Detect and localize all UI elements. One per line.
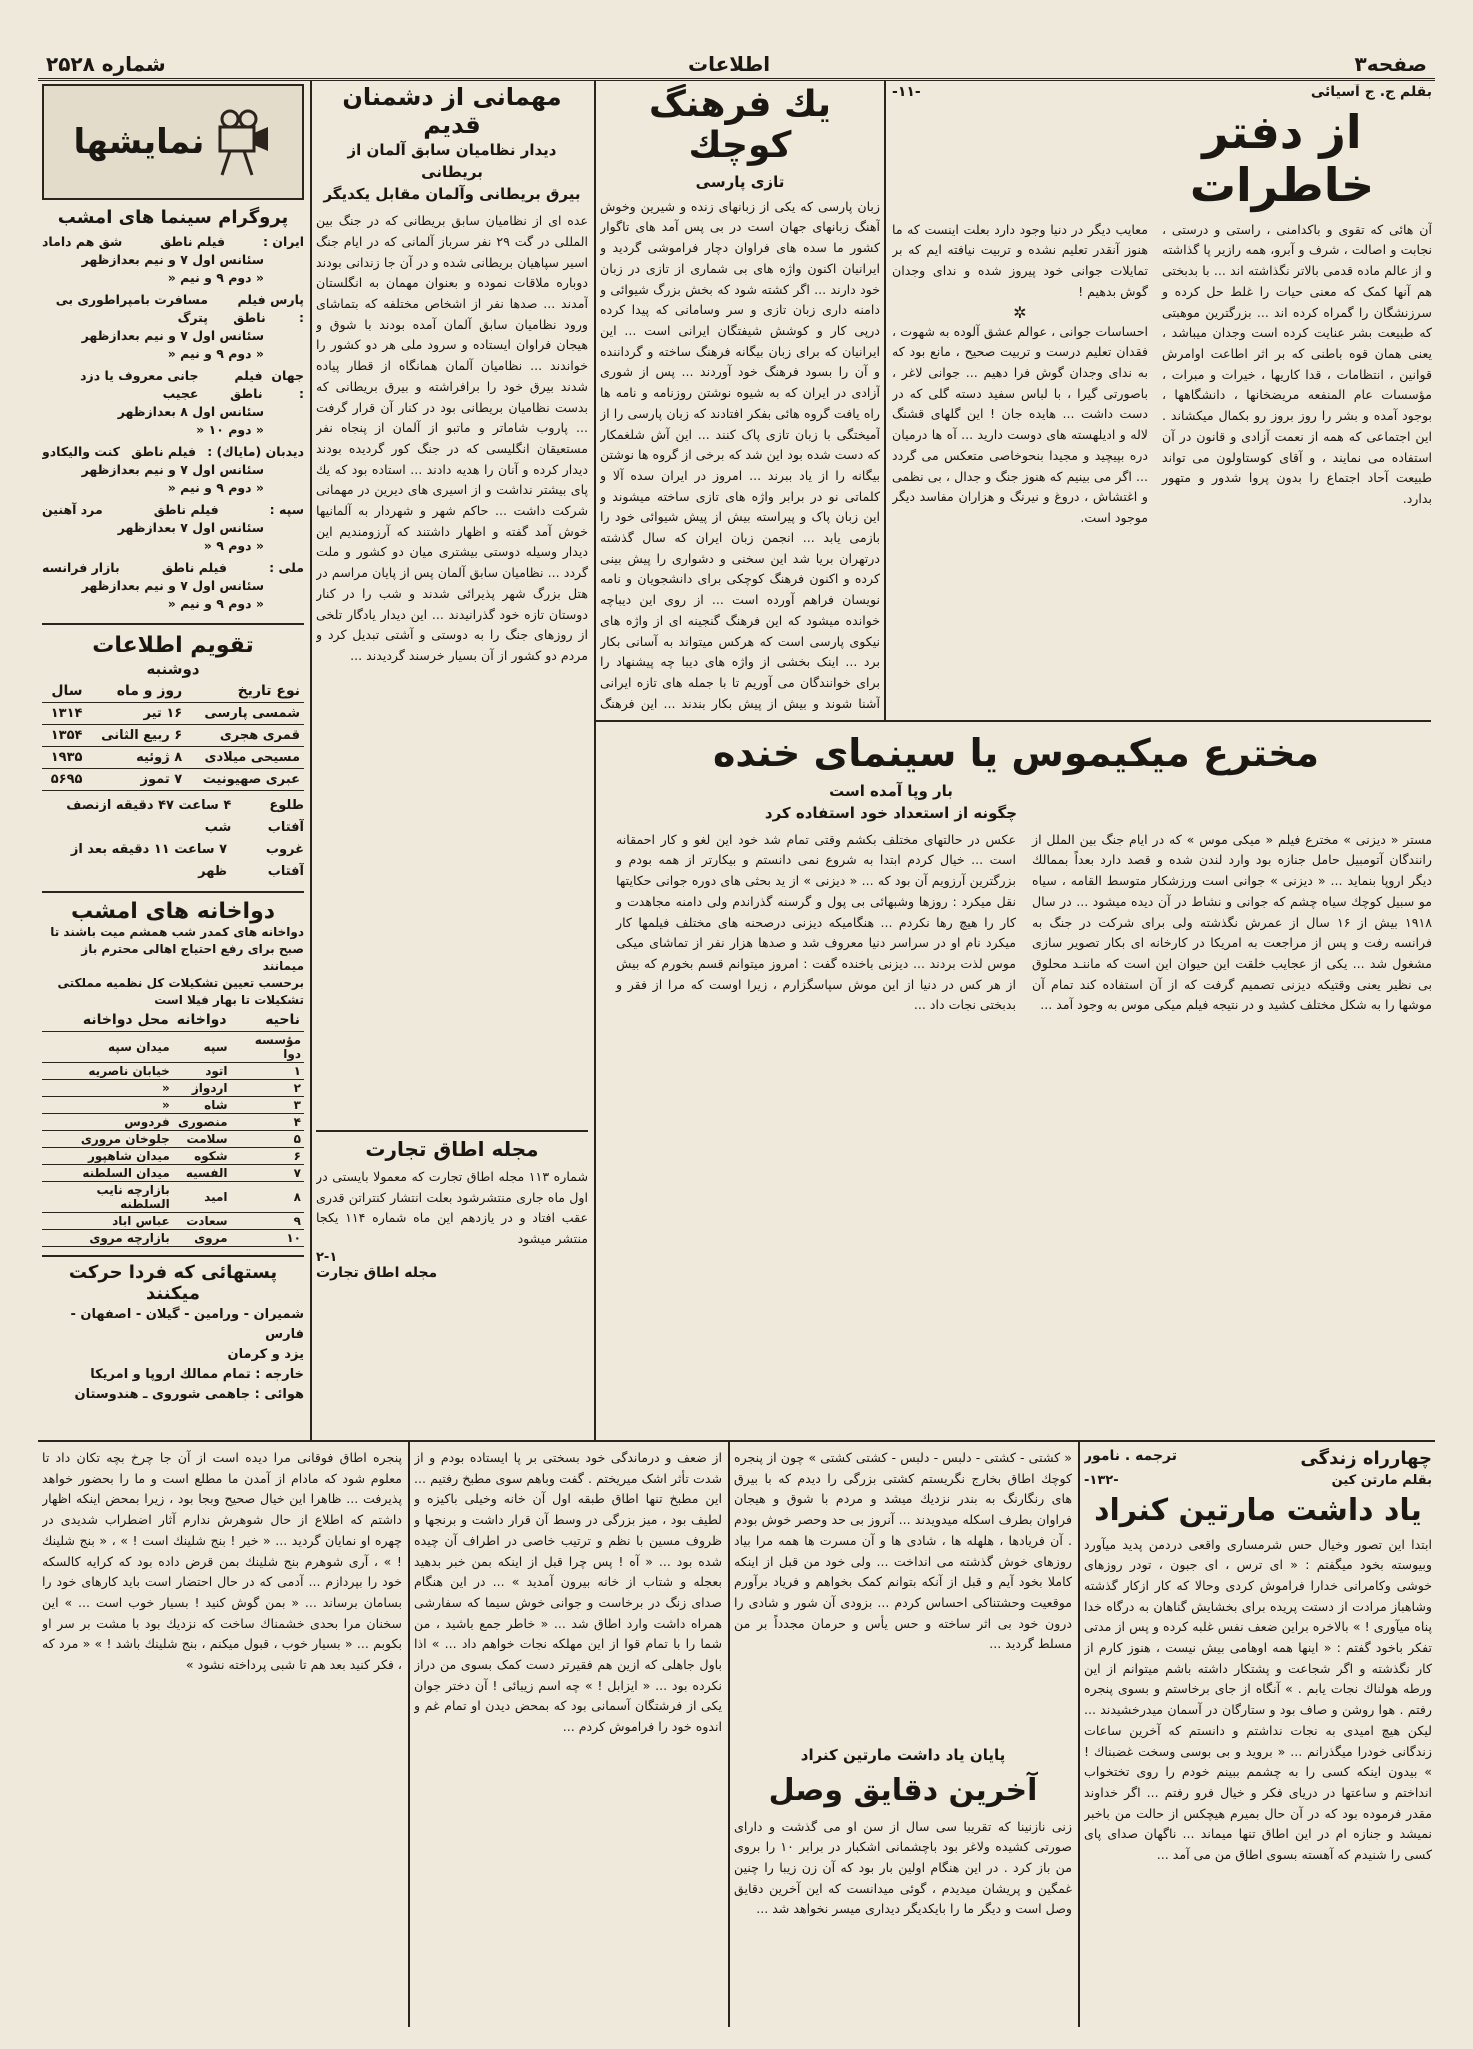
cinema-title: مسافرت بامپراطوری بی پترگ [55, 291, 208, 325]
commerce-sign: مجله اطاق تجارت [316, 1264, 438, 1281]
cinema-banner-text: نمایشها [73, 122, 205, 162]
calendar-cell: ۸ ژوئیه [86, 746, 186, 768]
cinema-banner [42, 84, 304, 200]
cinema-entry [42, 501, 304, 555]
cinema-cinema: ایران : [262, 233, 304, 249]
memoirs-article [892, 84, 1432, 714]
pharmacy-row [42, 1080, 304, 1097]
continued-body-a: از ضعف و درماندگی خود بسختی بر پا ایستاده بودم و از شدت تأثر اشک میریختم . گفت وباهم سوی مطبخ رفتیم ... این مطبخ تنها اطاق طبقه اول آن خانه وخیلی باکیزه و لطیف بود ، میز بزرگی در وسط آن قرار داشت و برنجها و ظروف مسین با نظم و ترتیب خاصی در اطراف آن چیده شده بود ... « آه ! پس چرا قبل از اینکه بمن خبر بدهید بعجله و شتاب از خانه بیرون آمدید » ... در این هنگام صدای زنگ در برخاست و جوانی خوش سیما که سفارشی همراه داشت وارد اطاق شد ... « خاطر جمع باشید ، من شما را با تمام قوا از این مهلکه نجات خواهم داد ... » اذا باول جاهلی که ازین هم فقیرتر دست کمک بسوی من دراز نکرده بود ... « ایزابل ! » چه اسم زیبائی ! آن دختر جوان یکی از فرشتگان آسمانی بود که بمحض دیدن او تمام غم و اندوه خود را فراموش کردم ... [414, 1450, 722, 1735]
cinema-film: فیلم ناطق [160, 233, 226, 249]
commerce-body: شماره ۱۱۳ مجله اطاق تجارت که معمولا بایستی در اول ماه جاری منتشرشود بعلت انتشار کنتراتن قدری عقب افتاد و در یازدهم این ماه شماره ۱۱۴ یکجا منتشر میشود [316, 1169, 588, 1247]
pharmacy-cell: ۷ [231, 1165, 304, 1182]
cinema-title: مرد آهنین [42, 501, 103, 517]
cinema-entry [42, 559, 304, 613]
memoirs-author: بقلم ج. ج آسیائی [1310, 84, 1432, 100]
pharmacy-cell: « [42, 1097, 173, 1114]
calendar-header: سال [42, 680, 86, 703]
pharmacy-table [42, 1009, 304, 1247]
life-article [1084, 1448, 1432, 2023]
cinema-title: شق هم داماد [42, 233, 123, 249]
pharmacy-header: محل دواخانه [42, 1009, 173, 1032]
pharmacy-cell: ۲ [231, 1080, 304, 1097]
pharmacy-row [42, 1114, 304, 1131]
last-minutes-dialogue: « کشتی - کشتی - دلبس - دلبس - کشتی کشتی » چون از پنجره کوچك اطاق بخارج نگریستم کشتی بزرگی را دیدم که با بیرق های رنگارنگ به بندر نزدیك میشد و مردم با شوق و هیجان فراوان بطرف اسکله میدویدند ... آنروز بی حد وحصر خوش بودم . آن فریادها ، هلهله ها ، شادی ها و آن مسرت ها همه مرا بیاد روزهای خوش گذشته می انداخت ... ولی خود من قبل از اینکه کاملا بخود آیم و قبل از آنکه بتوانم کمک بخواهم و فریاد برآورم موقعیت وحشتناکی احساس کردم ... بزودی آن شور و شادی را درون خود بی اثر ساخته و حس یأس و حرمان مجدداً بر من مسلط گردید ... [734, 1450, 1072, 1652]
pharmacy-cell: میدان شاهپور [42, 1148, 173, 1165]
pharmacy-row [42, 1165, 304, 1182]
pharmacy-intro: دواخانه های کمدر شب همشم میت باشند تا صبح برای رفع احتیاج اهالی محترم باز میمانند [50, 925, 304, 974]
cinema-cinema: جهان : [271, 367, 304, 401]
memoirs-body-c: احساسات جوانی ، عوالم عشق آلوده به شهوت ، فقدان تعلیم درست و تربیت صحیح ، مانع بود که به ندای وجدان گوش فرا دهیم ... جوانی لاغر ، باصورتی گیرا ، با لباس سفید دسته گلی که در دست داشت ... هایده جان ! این گلهای قشنگ لاله و ادیلهسته های دوست دارید ... آه ها درمیان دره بپیچید و مجیدا بنحوخاصی متعکس می گردد ... اگر می بینیم که هنوز جنگ و جدال ، بی نظمی و اغتشاش ، دروغ و نیرنگ و هزاران مفاسد دیگر موجود است. [892, 323, 1148, 525]
cinema-entry [42, 291, 304, 363]
life-number: -۱۳۲- [1084, 1473, 1119, 1488]
maximus-article [600, 728, 1432, 1434]
pharmacy-cell: سعادت [173, 1213, 231, 1230]
continued-article-a [414, 1448, 722, 2023]
maximus-body-a: مستر « دیزنی » مخترع فیلم « میکی موس » که در ایام جنگ بین الملل از رانندگان آتومبیل حامل جنازه بود وارد لندن شده و قصد دارد بعداً بممالك دیگر اروپا بنماید ... « دیزنی » جوانی است ورزشکار متوسط القامه ، سیاه مو سبیل کوچك سیاه چشم که جوانی و نشاط در آن دیده میشود ... در سال ۱۹۱۸ بیش از ۱۶ سال از عمرش نگذشته ولی برای شرکت در جنگ به فرانسه رفت و پس از مراجعت به امریکا در کارخانه ای بکار تصویر سازی مشغول شد ... یکی از عجایب خلقت این حیوان این است که ماننـد محلوق بی نظیر یعنی وقتیکه دیزنی تصمیم گرفت که از آن استفاده کند تمام آن موشها را به شکل مختلف کشید و در نتیجه فیلم میکی موس به وجود آمد ... [1032, 831, 1432, 1013]
sunrise-label: طلوع آفتاب [267, 797, 304, 835]
cinema-session: سئانس اول ۸ بعدازظهر [117, 403, 264, 419]
pharmacy-cell: خیابان ناصریه [42, 1063, 173, 1080]
pharmacy-cell: میدان سپه [42, 1032, 173, 1063]
cinema-entry [42, 367, 304, 439]
masthead [38, 48, 1435, 81]
memoirs-body-a: آن هائی که تقوی و باکدامنی ، راستی و درستی ، نجابت و اصالت ، شرف و آبرو، همه رازیر پا گذاشته و از عالم ماده قدمی بالاتر نگذاشته اند ... با بدبختی هم آنها کمک که معنی حیات را غلط حل کرده و سرزنشگان را گمراه کرده اند ... بزرگترین موهبتی که طبیعت بشر عنایت کرده است وجدان میباشد ، یعنی همان قوه باطنی که بر اثر اطاعت اوامرش قوانین ، انتظامات ، قدا کاریها ، خیرات و مبرات ، مؤسسات عام المنفعه مریضخانها ، دانشگاهها ، بوجود آمده و بشر را روز بروز رو بکمال میکشاند . این اجتماعی که همه از نعمت آزادی و قانون در آن استفاده می نمایند ، و آقای کوستاولون می تواند طبیعت آحاد اجتماع را بدون پروا شدور و متهور بدارد. [1162, 221, 1432, 506]
guest-subtitle-1: دیدار نظامیان سابق آلمان از بریطانی [347, 141, 557, 182]
sunset-label: غروب آفتاب [265, 841, 304, 879]
pharmacy-cell: بازارچه مروی [42, 1230, 173, 1247]
guest-body: عده ای از نظامیان سابق بریطانی که در جنگ بین المللی در گت ۲۹ نفر سرباز آلمانی که در ایام جنگ اسیر سپاهیان بریطانی شده و در آن جا زندانی بودند دوباره ملاقات نموده و بعنوان مهمان به انگلستان آمدند ... صدها نفر از اشخاص مختلفه که بتماشای ورود نظامیان سابق آلمان آمده بودند با شوق و هیجان فراوان ایستاده و سرود ملی هر دو کشور را خواندند ... نظامیان آلمان همانگاه از قطار پیاده شدند بیرق خود را برافراشته و بیرق بریطانی که بدست نظامیان بریطانی بود در کنار آن قرار گرفت ... پاروب شاماتر و ماتبو از آلمان از پنجاه نفر مستعیقان انگلیسی که در جنگ کور گردیده بودند دیدار کرده و آنان را هدیه دادند ... استاده بود که یك پای بیشتر نداشت و از اسیری های دیرین در مهمانی شرکت داشت ... حاکم شهر و شهردار به آلمانیها خوش آمد گفته و اظهار داشتند که آرزومندیم این دیدار وسیله دوستی بیشتری میان دو کشور و ملت گردد ... نظامیان سابق آلمان پس از پایان مراسم در هتل بزرگ شهر پذیرائی شدند و شب را در کنار دوستان تازه خود گذرانیدند ... این دیدار یادگار تلخی از روزهای جنگ را به دوستی و آشتی تبدیل کرد و مردم دو کشور از آن بسیار خرسند گردیدند ... [316, 213, 588, 663]
pharmacy-header: ناحیه [231, 1009, 304, 1032]
post-line: یزد و کرمان [227, 1346, 304, 1362]
pharmacy-header: دواخانه [173, 1009, 231, 1032]
cinema-session: سئانس اول ۷ و نیم بعدازظهر [81, 461, 264, 477]
pharmacy-cell: عباس اباد [42, 1213, 173, 1230]
pharmacy-cell: اتود [173, 1063, 231, 1080]
cinema-session: « دوم ۹ و نیم « [167, 345, 264, 361]
pharmacy-cell: ۴ [231, 1114, 304, 1131]
dictionary-subtitle: تازی پارسی [695, 172, 785, 191]
pharmacy-row [42, 1148, 304, 1165]
pharmacy-row [42, 1131, 304, 1148]
page-number: صفحه۳ [1354, 52, 1427, 76]
post-line: شمیران - ورامین - گیلان - اصفهان - فارس [70, 1306, 304, 1342]
cinema-cinema: سپه : [269, 501, 304, 517]
pharmacy-row [42, 1097, 304, 1114]
calendar-row [42, 724, 304, 746]
cinema-cinema: دیدبان (مایاك) : [207, 443, 304, 459]
last-minutes-end: پایان یاد داشت مارتین کنراد [800, 1746, 1006, 1764]
projector-icon [212, 107, 272, 177]
cinema-film: فیلم ناطق [131, 443, 197, 459]
cinema-session: سئانس اول ۷ بعدازظهر [117, 519, 264, 535]
life-author: بقلم مارتن کین [1331, 1473, 1432, 1488]
pharmacy-row [42, 1182, 304, 1213]
calendar-table [42, 680, 304, 791]
guest-article [316, 84, 588, 1124]
sunset-row [42, 839, 304, 883]
cinema-session: « دوم ۹ و نیم « [167, 595, 264, 611]
calendar-cell: عبری صهیونیت [186, 768, 304, 790]
last-minutes-title: آخرین دقایق وصل [768, 1773, 1038, 1808]
pharmacy-cell: الفسیه [173, 1165, 231, 1182]
calendar-cell: ۱۶ تیر [86, 702, 186, 724]
pharmacy-note: برحسب تعیین تشکیلات کل نظمیه مملکتی تشکیلات تا بهار فیلا است [57, 976, 304, 1008]
pharmacy-cell: شکوه [173, 1148, 231, 1165]
post-line: خارجه : تمام ممالك اروپا و امریکا [90, 1366, 304, 1382]
memoirs-body-b: معایب دیگر در دنیا وجود دارد بعلت اینست که ما هنوز آنقدر تعلیم نشده و تربیت نیافته ایم که بر تمایلات جوانی خود پیروز شده و ندای وجدان گوش بدهیم ! [892, 221, 1148, 299]
cinema-session: « دوم ۹ « [203, 537, 264, 553]
pharmacy-cell: ۱ [231, 1063, 304, 1080]
dictionary-title: یك فرهنگ کوچك [648, 84, 832, 167]
cinema-session: سئانس اول ۷ و نیم بعدازظهر [81, 327, 264, 343]
calendar-cell: ۵۶۹۵ [42, 768, 86, 790]
calendar-day: دوشنبه [146, 659, 200, 678]
dictionary-body: زبان پارسی که یکی از زبانهای زنده و شیرین وخوش آهنگ زبانهای جهان است در بی پس آمد های تاگوار کشور ما سده های فراوان دچار فراموشی گردید و ایرانیان اکنون واژه های بی شماری از تازی در زبان خود دارند ... اگر کشته شود که بخش بزرگ شیوائی و دامنه داری زبان تازی و سر وسامانی که پیدا کرده درپی کار و کوشش شیفتگان ایرانی است ... این ایرانیان که برای زبان بیگانه فرهنگ ساخته و گرداننده و آن را بسود فرهنگ خود آوردند ... پس از شوری آزادی در ایران که به شیوه نوشتن روزنامه و نامه ها راه یافت گروه هائی بفکر افتادند که زبان پارسی را از آمیختگی با زبان تازی پاک کنند ... این آش شلغمکار که دست شده بود این شد که برخی از گروه ها نوشتن بیگانه را از یاد ببرند ... امروز در ایران سده آلا و کلماتی نو در برابر واژه های تازی ساخته میشوند و این زبان پاک و پیراسته بیش از پیش شیوائی خود را بازمی یابد ... انجمن زبان ایران که سال گذشته درتهران بریا شد این سخنی و دشواری را پیش بینی کرده و اکنون فرهنگ کوچکی برای دانشجویان و نامه نویسان فراهم آورده است ... از روی این دیباچه خوانده میشود که این فرهنگ گنجینه ای از واژه های نیکوی پارسی است که هرکس میتواند به آسانی بکار برد ... اینک بخشی از واژه های دیبا چه پیشنهاد را برای خوانندگان می آوریم تا با جمله های تازه ایرانی آشنا شوند و بیش از پیش بکار بندند ... این فرهنگ [600, 198, 880, 711]
calendar-header: نوع تاریخ [186, 680, 304, 703]
pharmacy-row [42, 1032, 304, 1063]
cinema-title: کنت والیکادو [42, 443, 120, 459]
calendar-cell: ۷ تموز [86, 768, 186, 790]
pharmacy-cell: بازارچه نایب السلطنه [42, 1182, 173, 1213]
cinema-title: بازار فرانسه [42, 559, 120, 575]
pharmacy-row [42, 1213, 304, 1230]
sunset-value: ۷ ساعت ۱۱ دقیقه بعد از ظهر [70, 841, 228, 879]
last-minutes-article [734, 1448, 1072, 2023]
pharmacy-title: دواخانه های امشب [42, 891, 304, 924]
calendar-cell: ۱۳۵۴ [42, 724, 86, 746]
calendar-header: روز و ماه [86, 680, 186, 703]
life-kicker: چهارراه زندگی [1300, 1448, 1432, 1469]
maximus-body-b: عکس در حالتهای مختلف بکشم وقتی تمام شد خود این لغو و کار احمقانه است ... خیال کردم ابتدا به شروع نمی دانستم و بیکارتر از همه بودم و بزرگترین آرزویم آن بود که ... « دیزنی » از ید بحثی های دوره جوانی حکایتها نقل میکرد : روزها وشبهائی بی پول و گرسنه گذراندم ولی دامنه مجاهدت و کار را هیچ رها نکردم ... هنگامیکه دیزنی درصحنه های مختلف فیلمها کار میکرد نام او در سراسر دنیا معروف شد و صدها هزار نفر از تماشای میکی موس لذت بردند ... دیزنی باخنده گفت : امروز میتوانم قسم بخورم که بیش از هر کس در دنیا از این موش سپاسگزارم ، زیرا اوست که مرا از فقر و بدبختی نجات داد ... [616, 831, 1016, 1013]
pharmacy-cell: سپه [173, 1032, 231, 1063]
pharmacy-cell: میدان السلطنه [42, 1165, 173, 1182]
cinema-cinema: پارس : [270, 291, 304, 325]
life-translator: ترجمه . نامور [1084, 1448, 1178, 1464]
pharmacy-cell: سلامت [173, 1131, 231, 1148]
post-line: هوائی : جاهمی شوروی ـ هندوستان [74, 1386, 304, 1402]
pharmacy-cell: ۹ [231, 1213, 304, 1230]
post-title: پستهائی که فردا حرکت میکنند [42, 1255, 304, 1304]
maximus-subtitle-2: چگونه از استعداد خود استفاده کرد [764, 803, 1018, 822]
calendar-cell: ۱۹۳۵ [42, 746, 86, 768]
memoirs-title: از دفتر خاطرات [1189, 105, 1375, 212]
memoirs-number: -۱۱- [892, 84, 921, 100]
commerce-sign-number: ۲-۱ [316, 1249, 338, 1265]
guest-subtitle-2: بیرق بریطانی وآلمان مقابل یکدیگر [323, 185, 581, 204]
cinema-film: فیلم ناطق [153, 501, 219, 517]
cinema-entry [42, 233, 304, 287]
pharmacy-cell: ۶ [231, 1148, 304, 1165]
cinema-list [42, 233, 304, 613]
commerce-notice [316, 1130, 588, 1432]
life-body: ابتدا این تصور وخیال حس شرمساری واقعی دردمن پدید میآورد وبیوسته بخود میگفتم : « ای ترس ، ای جبون ، تودر روزهای خوشی وکامرانی خدارا فراموش کردی وحالا که کار ازکار گذشته وشاهباز مرادت از دستت پریده برای بخشایش گناهان به درگاه خدا پناه میآوری ! » بالاخره براین ضعف نفس غلبه کرده و پس از مدتی تفکر باخود گفتم : « اینها همه اوهامی بیش نیست ، هنوز کارم از کار نگذشته و اگر شجاعت و پشتکار داشته باشم میتوانم از این ورطه هولناك نجات یابم . » آنگاه از جای برخاستم و بسوی پنجره رفتم . هوا روشن و صاف بود و ستارگان در آسمان میدرخشیدند ... لیکن هیچ امیدی به نجات نداشتم و دانستم که آخرین ساعات زندگانی خودرا میگذرانم ... « بروید و بی بوسی وسخت غضبناك ! » بیدون اینکه کسی را به چشمم ببینم خودم را روی تختخواب انداختم و ساعتها در دریای فکر و خیال فرو رفتم ... اگر خداوند مقدر فرموده بود که در آن حال بمیرم هیچکس از حالت من باخبر نمیشد و جنازه ام در این اطاق تنها میماند ... ناگهان صدای پای کسی را شنیدم که آهسته بسوی اطاق من می آمد ... [1084, 1536, 1432, 1863]
pharmacy-cell: اردواز [173, 1080, 231, 1097]
pharmacy-cell: ۳ [231, 1097, 304, 1114]
sunrise-row [42, 795, 304, 839]
cinema-session: « دوم ۹ و نیم « [167, 269, 264, 285]
pharmacy-cell: ۸ [231, 1182, 304, 1213]
pharmacy-cell: فردوس [42, 1114, 173, 1131]
cinema-film: فیلم ناطق [161, 559, 227, 575]
listings-column [42, 84, 304, 1434]
calendar-title: تقویم اطلاعات [42, 623, 304, 658]
pharmacy-cell: مؤسسه دوا [231, 1032, 304, 1063]
cinema-entry [42, 443, 304, 497]
pharmacy-cell: مروی [173, 1230, 231, 1247]
issue-number: شماره ۲۵۲۸ [46, 52, 166, 76]
cinema-session: « دوم ۹ و نیم « [167, 479, 264, 495]
pharmacy-row [42, 1230, 304, 1247]
calendar-row [42, 768, 304, 790]
commerce-title: مجله اطاق تجارت [365, 1137, 539, 1161]
cinema-program-title: پروگرام سینما های امشب [57, 207, 289, 228]
cinema-title: جانی معروف یا دزد عجیب [80, 367, 199, 401]
maximus-title: مخترع میکیموس یا سینمای خنده [712, 731, 1320, 775]
calendar-cell: شمسی پارسی [186, 702, 304, 724]
calendar-cell: قمری هجری [186, 724, 304, 746]
cinema-session: « دوم ۱۰ « [196, 421, 264, 437]
paper-name: اطلاعات [688, 52, 771, 76]
guest-title: مهمانی از دشمنان قدیم [342, 84, 562, 139]
pharmacy-cell: منصوری [173, 1114, 231, 1131]
calendar-cell: ۱۳۱۴ [42, 702, 86, 724]
calendar-cell: مسیحی میلادی [186, 746, 304, 768]
separator-star: ✲ [1013, 302, 1027, 322]
continued-body-b: پنجره اطاق فوقانی مرا دیده است از آن جا چرخ بچه تکان داد تا معلوم شود که مادام از آمدن ما مطلع است و ما را بحضور خواهد پذیرفت ... ظاهرا این خیال صحیح وبجا بود ، زیرا بمحض اینکه اظهار داشتم که اطلاع از حال شوهرش ندارم آثار اضطراب شدیدی در چهره او نمایان گردید ... « خیر ! بنج شلینك است ! » ، « بنج شلینك ! » ، آری شوهرم بنج شلینك بمن قرض داده بود که کرایه کالسکه خود را بپردازم ... آدمی که در حال احتضار است باید کارهای خود را بسامان برساند ... « بمن گوش کنید ! بسیار خوب است ... » این سخنان مرا بحدی خشمناك ساخت که نزدیك بود با مشت بر سر او بکوبم ... « بسیار خوب ، قبول میکنم ، بنج شلینك باشد ! » « مرد که ، فکر کنید بعد هم تا شبی پرداخته نشود » [42, 1450, 402, 1673]
pharmacy-cell: جلوخان مروری [42, 1131, 173, 1148]
pharmacy-cell: ۵ [231, 1131, 304, 1148]
cinema-film: فیلم ناطق [230, 367, 263, 401]
cinema-session: سئانس اول ۷ و نیم بعدازظهر [81, 251, 264, 267]
sunrise-value: ۴ ساعت ۴۷ دقیقه ازنصف شب [66, 797, 232, 835]
last-minutes-body: زنی نازنینا که تقریبا سی سال از سن او می گذشت و دارای صورتی کشیده ولاغر بود باچشمانی اشکبار در برابر ۱۰ را بروی من باز کرد . در این هنگام اولین بار بود که آن زن زیبا را چنین غمگین و پریشان میدیدم ، گوئی میدانست که این آخرین دقایق وصل است و دیگر ما را بایکدیگر دیداری میسر نخواهد شد ... [734, 1818, 1072, 1917]
cinema-session: سئانس اول ۷ و نیم بعدازظهر [81, 577, 264, 593]
pharmacy-cell: شاه [173, 1097, 231, 1114]
pharmacy-row [42, 1063, 304, 1080]
calendar-row [42, 746, 304, 768]
pharmacy-cell: « [42, 1080, 173, 1097]
dictionary-article [600, 84, 880, 714]
cinema-film: فیلم ناطق [233, 291, 266, 325]
maximus-subtitle-1: بار وپا آمده است [829, 781, 953, 800]
calendar-cell: ۶ ربیع الثانی [86, 724, 186, 746]
pharmacy-cell: ۱۰ [231, 1230, 304, 1247]
life-title: یاد داشت مارتین کنراد [1094, 1493, 1422, 1528]
pharmacy-cell: امید [173, 1182, 231, 1213]
cinema-cinema: ملی : [269, 559, 304, 575]
post-lines [42, 1305, 304, 1405]
calendar-row [42, 702, 304, 724]
continued-article-b [42, 1448, 402, 2023]
